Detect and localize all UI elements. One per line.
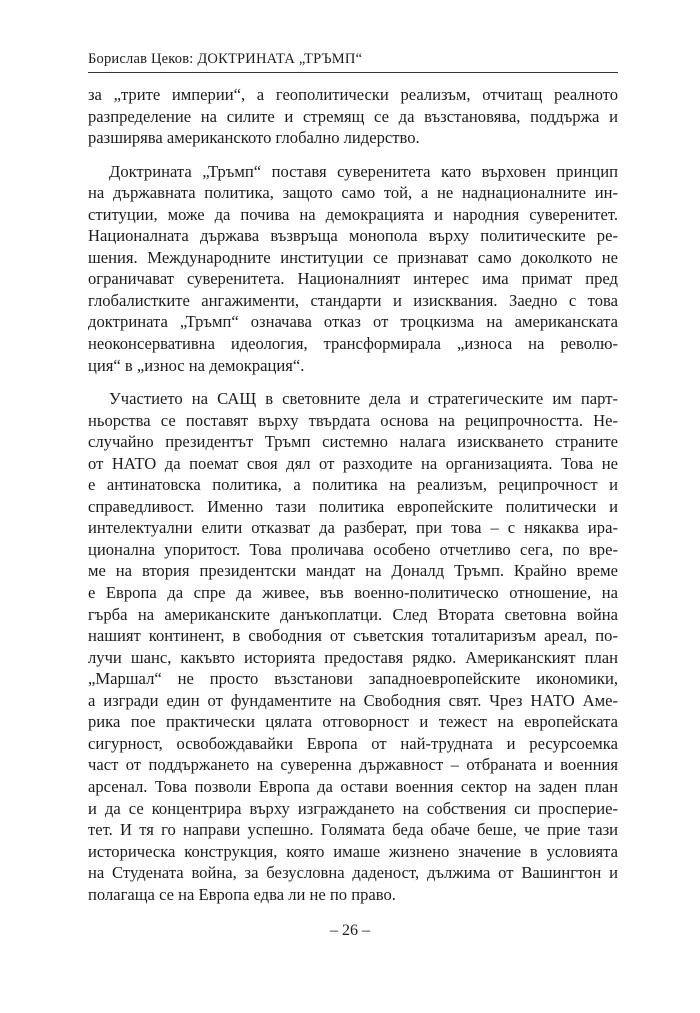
text-line: лучи шанс, какъвто историята предоставя рядко. Американският план [88,647,618,667]
text-line: тет. И тя го направи успешно. Голямата беда обаче беше, че прие тази [88,820,618,840]
text-line: глобалистките ангажименти, стандарти и изисквания. Заедно с това [88,290,618,310]
paragraph-1 [88,84,618,149]
text-line: арсенал. Това позволи Европа да остави военния сектор на заден план [88,776,618,796]
text-line: ограничават суверенитета. Националният интерес има примат пред [88,269,618,289]
text-line: ме на втория президентски мандат на Доналд Тръмп. Крайно време [88,561,618,581]
page-number: – 26 – [330,922,370,939]
text-line: ция“ в „износ на демокрация“. [88,355,305,375]
text-line: Националната държава възвръща монопола върху политическите ре- [88,226,618,246]
text-line: нашият континент, в свободния от съветския тоталитаризъм ареал, по- [88,626,618,646]
text-line: сигурност, освобождавайки Европа от най-трудната и ресурсоемка [88,733,618,753]
text-line: рика пое практически цялата отговорност и тежест на европейската [88,712,618,732]
text-line: разпределение на силите и стремящ се да възстановява, поддържа и [88,106,618,126]
text-line: е Европа да спре да живее, във военно-политическо отношение, на [88,583,618,603]
text-line: на държавната политика, защото само той, а не наднационалните ин- [88,183,618,203]
text-line: неоконсервативна идеология, трансформирала „износа на револю- [88,334,618,354]
text-line: шения. Международните институции се признават само доколкото не [88,247,618,267]
text-line: интелектуални елити отказват да разберат, при това – с някаква ира- [88,518,618,538]
text-line: ньорства се поставят върху твърдата основа на реципрочността. Не- [88,410,618,430]
text-line: доктрината „Тръмп“ означава отказ от троцкизма на американската [88,312,618,332]
text-line: част от поддържането на суверенна държавност – отбраната и военния [88,755,618,775]
text-line: ционална упоритост. Това проличава особено отчетливо сега, по вре- [88,539,618,559]
text-line: и да се концентрира върху изграждането на собствения си просперие- [88,798,618,818]
text-line: полагаща се на Европа едва ли не по право. [88,884,396,904]
text-line: справедливост. Именно тази политика европейските политически и [88,496,618,516]
text-line: Участието на САЩ в световните дела и стратегическите им парт- [109,389,618,409]
text-line: Доктрината „Тръмп“ поставя суверенитета като върховен принцип [109,161,618,181]
header-divider [88,72,618,73]
page-body [88,84,618,917]
text-line: е антинатовска политика, а политика на реализъм, реципрочност и [88,475,618,495]
text-line: на Студената война, за безусловна даденост, дължима от Вашингтон и [88,863,618,883]
text-line: гърба на американските данъкоплатци. След Втората световна война [88,604,618,624]
text-line: историческа конструкция, която имаше жизнено значение в условията [88,841,618,861]
text-line: а изгради един от фундаментите на Свободния свят. Чрез НАТО Аме- [88,690,618,710]
text-line: „Маршал“ не просто възстанови западноевропейските икономики, [88,669,618,689]
running-header: Борислав Цеков: ДОКТРИНАТА „ТРЪМП“ [88,51,363,67]
paragraph-3 [88,388,618,905]
paragraph-2 [88,161,618,376]
text-line: случайно президентът Тръмп системно налага изискването страните [88,432,618,452]
text-line: от НАТО да поемат своя дял от разходите на организацията. Това не [88,453,618,473]
text-line: разширява американското глобално лидерство. [88,128,420,148]
text-line: за „трите империи“, а геополитически реализъм, отчитащ реалното [88,85,618,104]
text-line: ституции, може да почива на демокрацията и народния суверенитет. [88,204,618,224]
